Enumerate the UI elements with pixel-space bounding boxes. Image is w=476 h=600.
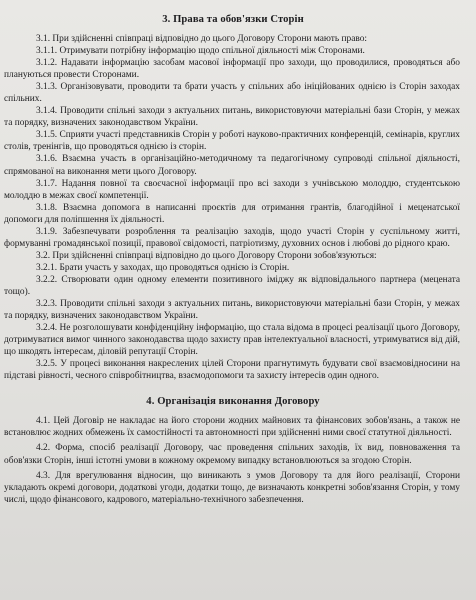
paragraph-3-2-4: 3.2.4. Не розголошувати конфіденційну інформацію, що стала відома в процесі реалізації цього Договору, дотримуватися вимог чинного законодавства щодо захисту прав інтелектуальної власності, утримуватися від дій, що шкодять інтересам, діловій репутації Сторін. xyxy=(4,323,460,358)
paragraph-4-1: 4.1. Цей Договір не накладає на його сторони жодних майнових та фінансових зобов'язань, а також не встановлює жодних обмежень їх самостійності та автономності при здійсненні ними своєї статутної діяльності. xyxy=(4,416,460,439)
paragraph-3-1-4: 3.1.4. Проводити спільні заходи з актуальних питань, використовуючи матеріальні бази Сторін, у межах та порядку, визначених законодавством України. xyxy=(4,106,460,129)
paragraph-4-3: 4.3. Для врегулювання відносин, що виникають з умов Договору та для його реалізації, Сторони укладають окремі договори, додаткові угоди, додатки тощо, де визначають конкретні зобов'язання Сторін, у тому числі, щодо фінансового, кадрового, матеріально-технічного забезпечення. xyxy=(4,470,460,505)
paragraph-3-1-2: 3.1.2. Надавати інформацію засобам масової інформації про заходи, що проводилися, проводяться або плануються провести Сторонами. xyxy=(4,58,460,81)
paragraph-3-1-8: 3.1.8. Взаємна допомога в написанні проєктів для отримання грантів, благодійної і меценатської допомоги для поліпшення їх діяльності. xyxy=(4,202,460,225)
paragraph-3-1-5: 3.1.5. Сприяти участі представників Сторін у роботі науково-практичних конференцій, семінарів, круглих столів, тренінгів, що проводяться однією із сторін. xyxy=(4,130,460,153)
section-4 xyxy=(4,396,462,505)
paragraph-3-2-3: 3.2.3. Проводити спільні заходи з актуальних питань, використовуючи матеріальні бази Сторін, у межах та порядку, визначених законодавством України. xyxy=(4,299,460,322)
paragraph-3-2-5: 3.2.5. У процесі виконання накреслених цілей Сторони прагнутимуть будувати свої взаємовідносини на підставі рівності, чесного співробітництва, взаємодопомоги та захисту інтересів один одного. xyxy=(4,359,460,382)
section-3 xyxy=(4,14,462,382)
paragraph-3-2-1: 3.2.1. Брати участь у заходах, що проводяться однією із Сторін. xyxy=(36,262,290,273)
section-4-title: 4. Організація виконання Договору xyxy=(146,396,320,408)
paragraph-3-1: 3.1. При здійсненні співпраці відповідно до цього Договору Сторони мають право: xyxy=(36,34,368,44)
paragraph-4-2: 4.2. Форма, спосіб реалізації Договору, час проведення спільних заходів, їх вид, повноваження та обов'язки Сторін, інші істотні умови в кожному окремому випадку встановлюються за згодою Сторін. xyxy=(4,443,460,466)
paragraph-3-1-6: 3.1.6. Взаємна участь в організаційно-методичному та педагогічному супроводі спільної діяльності, спрямованої на виконання мети цього Договору. xyxy=(4,154,460,177)
paragraph-3-1-9: 3.1.9. Забезпечувати розроблення та реалізацію заходів, щодо участі Сторін у суспільному житті, формуванні громадянської позиції, правової свідомості, патріотизму, духовних основ і любові до рідного краю. xyxy=(4,226,460,249)
paragraph-3-1-3: 3.1.3. Організовувати, проводити та брати участь у спільних або ініційованих однією із Сторін заходах спільних. xyxy=(4,82,460,105)
section-3-title: 3. Права та обов'язки Сторін xyxy=(162,14,304,25)
paragraph-3-2: 3.2. При здійсненні співпраці відповідно до цього Договору Сторони зобов'язуються: xyxy=(36,250,377,261)
paragraph-3-1-1: 3.1.1. Отримувати потрібну інформацію щодо спільної діяльності між Сторонами. xyxy=(36,46,365,57)
paragraph-3-1-7: 3.1.7. Надання повної та своєчасної інформації про всі заходи з учнівською молоддю, студентською молоддю в межах своєї компетенції. xyxy=(4,178,460,201)
paragraph-3-2-2: 3.2.2. Створювати один одному елементи позитивного іміджу як відповідального партнера (мецената тощо). xyxy=(4,274,460,297)
